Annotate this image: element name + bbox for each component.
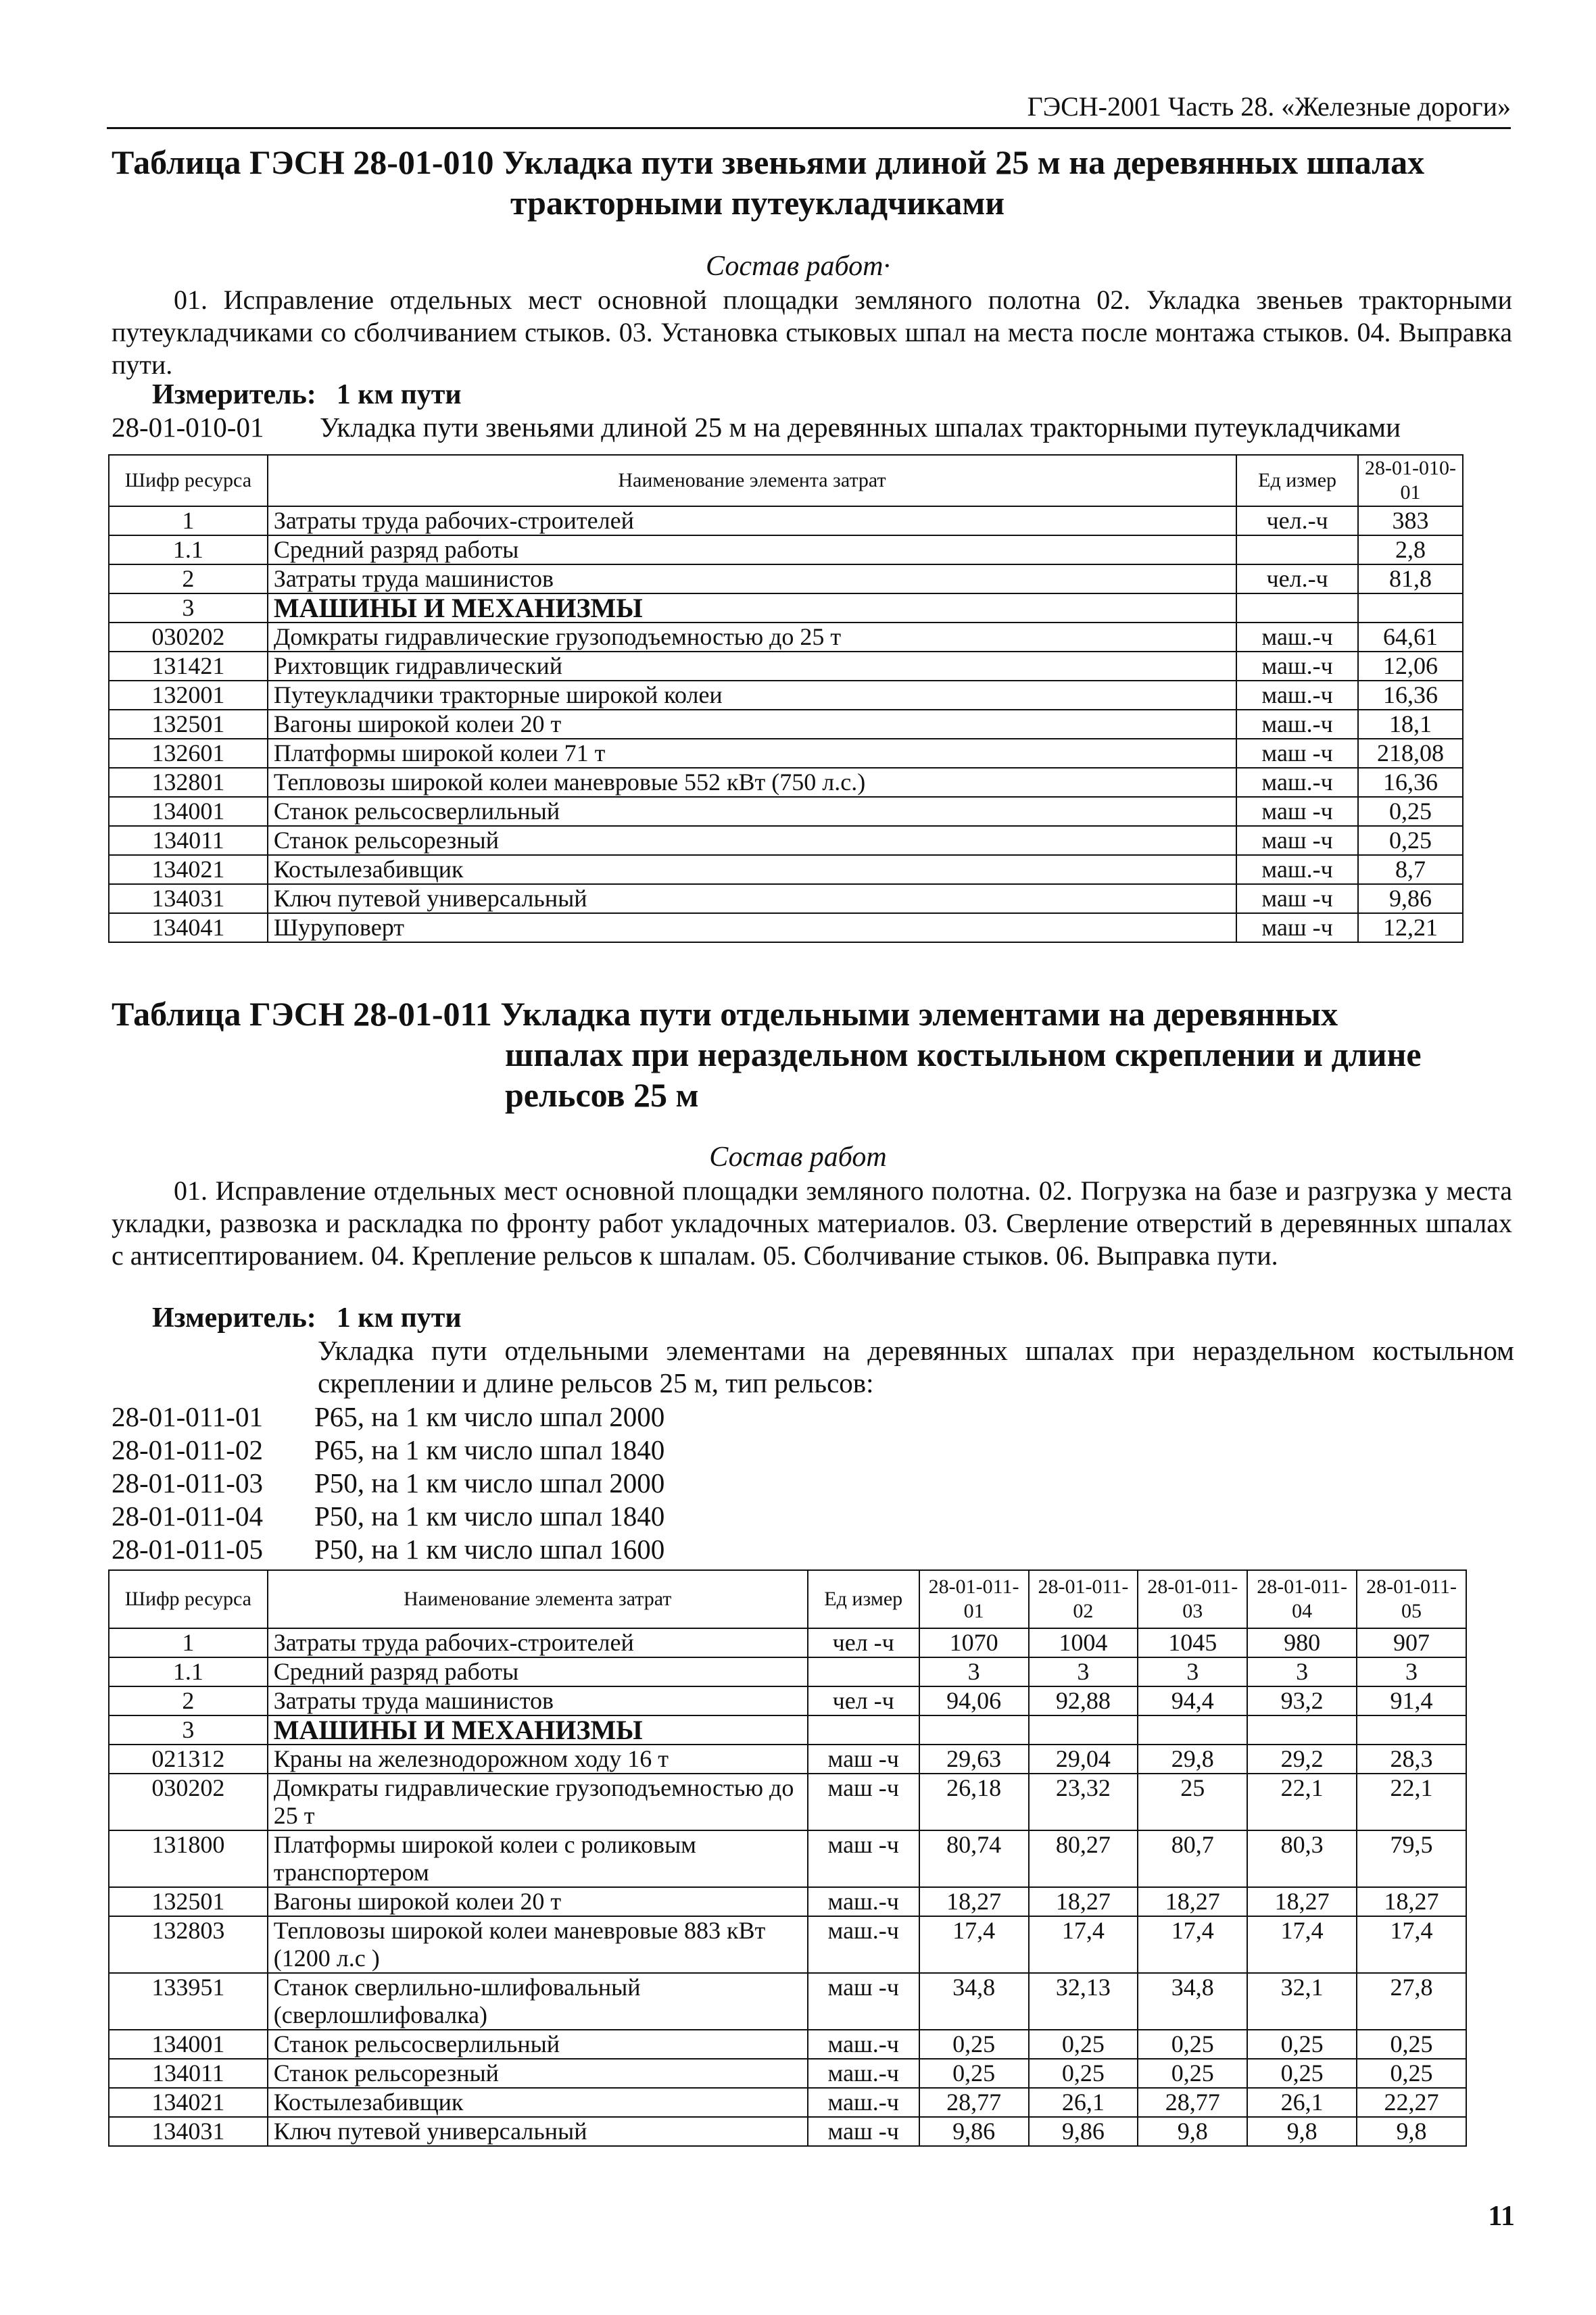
norm-value: 16,36 xyxy=(1358,768,1463,797)
table-row xyxy=(109,1973,1466,2030)
norm-value: 3 xyxy=(1138,1657,1247,1686)
norm-value: 3 xyxy=(1357,1657,1466,1686)
header-rule xyxy=(107,127,1511,129)
unit xyxy=(1236,535,1358,564)
norm-value: 81,8 xyxy=(1358,564,1463,593)
resource-code: 2 xyxy=(109,1686,268,1715)
table-row xyxy=(109,652,1463,681)
table2-title-line3: рельсов 25 м xyxy=(505,1076,699,1114)
col-unit: Ед измер xyxy=(808,1570,919,1628)
norm-value: 0,25 xyxy=(1357,2059,1466,2088)
norm-value: 17,4 xyxy=(1138,1916,1247,1973)
col-resource-code: Шифр ресурса xyxy=(109,1570,268,1628)
resource-code: 133951 xyxy=(109,1973,268,2030)
unit: маш -ч xyxy=(1236,913,1358,942)
norm-value: 29,04 xyxy=(1029,1745,1138,1774)
norm-value: 0,25 xyxy=(1358,797,1463,826)
norm-value: 94,06 xyxy=(919,1686,1029,1715)
cost-element-name: Станок рельсорезный xyxy=(268,826,1236,855)
table2-title xyxy=(112,994,1514,1115)
col-norm-value: 28-01-011-03 xyxy=(1138,1570,1247,1628)
unit: маш -ч xyxy=(1236,797,1358,826)
cost-element-name: Затраты труда машинистов xyxy=(268,1686,808,1715)
cost-element-name: Костылезабивщик xyxy=(268,2088,808,2117)
norm-value: 34,8 xyxy=(919,1973,1029,2030)
norm-value: 80,3 xyxy=(1247,1830,1357,1887)
norm-value: 0,25 xyxy=(1138,2030,1247,2059)
table2-variant-list xyxy=(112,1400,664,1566)
table-row xyxy=(109,1774,1466,1830)
col-norm-value: 28-01-011-01 xyxy=(919,1570,1029,1628)
resource-code: 134021 xyxy=(109,855,268,884)
norm-value: 17,4 xyxy=(1247,1916,1357,1973)
unit: маш.-ч xyxy=(808,1887,919,1916)
norm-value: 1070 xyxy=(919,1628,1029,1657)
norm-value: 16,36 xyxy=(1358,681,1463,710)
norm-value: 9,86 xyxy=(1029,2117,1138,2146)
cost-element-name: Тепловозы широкой колеи маневровые 552 кВт (750 л.с.) xyxy=(268,768,1236,797)
resource-code: 134011 xyxy=(109,2059,268,2088)
unit: чел.-ч xyxy=(1236,564,1358,593)
measure-label: Измеритель: xyxy=(152,379,316,410)
table-row xyxy=(109,1715,1466,1745)
table1 xyxy=(108,454,1464,943)
unit: маш.-ч xyxy=(1236,681,1358,710)
table1-work-description xyxy=(112,284,1512,381)
unit: маш -ч xyxy=(808,1745,919,1774)
measure-label: Измеритель: xyxy=(152,1302,316,1334)
norm-value: 383 xyxy=(1358,506,1463,535)
unit xyxy=(808,1715,919,1745)
norm-value: 18,27 xyxy=(1247,1887,1357,1916)
variant-item xyxy=(112,1500,664,1533)
norm-value: 907 xyxy=(1357,1628,1466,1657)
table-row xyxy=(109,623,1463,652)
unit: маш -ч xyxy=(808,1830,919,1887)
table2-title-line2: шпалах при нераздельном костыльном скреплении и длине xyxy=(505,1035,1422,1073)
norm-value: 22,1 xyxy=(1247,1774,1357,1830)
norm-value: 18,27 xyxy=(919,1887,1029,1916)
col-resource-code: Шифр ресурса xyxy=(109,455,268,506)
table1-title-line2: тракторными путеукладчиками xyxy=(510,184,1005,222)
table-row xyxy=(109,1745,1466,1774)
variant-item xyxy=(112,1467,664,1500)
table2-work-heading: Состав работ xyxy=(709,1142,887,1173)
table1-work-heading: Состав работ· xyxy=(706,251,890,282)
table1-title xyxy=(112,142,1511,223)
unit: маш.-ч xyxy=(808,2059,919,2088)
table-row xyxy=(109,681,1463,710)
norm-value: 0,25 xyxy=(1247,2059,1357,2088)
measure-value: 1 км пути xyxy=(336,1302,462,1334)
norm-value: 64,61 xyxy=(1358,623,1463,652)
unit xyxy=(1236,593,1358,623)
norm-value: 218,08 xyxy=(1358,739,1463,768)
norm-value: 9,8 xyxy=(1247,2117,1357,2146)
norm-value: 0,25 xyxy=(919,2030,1029,2059)
col-norm-value: 28-01-011-04 xyxy=(1247,1570,1357,1628)
table-row xyxy=(109,739,1463,768)
table2-variants-intro: Укладка пути отдельными элементами на деревянных шпалах при нераздельном костыльном скреплении и длине рельсов 25 м, тип рельсов: xyxy=(318,1335,1514,1398)
unit: маш -ч xyxy=(808,1973,919,2030)
norm-value: 28,77 xyxy=(1138,2088,1247,2117)
unit: маш.-ч xyxy=(808,1916,919,1973)
table-row xyxy=(109,1686,1466,1715)
norm-value: 3 xyxy=(919,1657,1029,1686)
norm-value: 29,2 xyxy=(1247,1745,1357,1774)
norm-value: 91,4 xyxy=(1357,1686,1466,1715)
unit: маш -ч xyxy=(808,1774,919,1830)
resource-code: 132801 xyxy=(109,768,268,797)
table-row xyxy=(109,768,1463,797)
resource-code: 3 xyxy=(109,1715,268,1745)
cost-element-name: Станок сверлильно-шлифовальный (сверлошлифовалка) xyxy=(268,1973,808,2030)
variant-code: 28-01-011-03 xyxy=(112,1467,263,1498)
norm-description: Укладка пути звеньями длиной 25 м на деревянных шпалах тракторными путеукладчиками xyxy=(320,412,1401,443)
norm-value: 2,8 xyxy=(1358,535,1463,564)
unit: чел.-ч xyxy=(1236,506,1358,535)
norm-value: 25 xyxy=(1138,1774,1247,1830)
norm-value: 27,8 xyxy=(1357,1973,1466,2030)
norm-value: 18,1 xyxy=(1358,710,1463,739)
unit: чел -ч xyxy=(808,1686,919,1715)
table-row xyxy=(109,593,1463,623)
resource-code: 134031 xyxy=(109,884,268,913)
cost-element-name: Ключ путевой универсальный xyxy=(268,884,1236,913)
unit: маш.-ч xyxy=(808,2088,919,2117)
variant-code: 28-01-011-01 xyxy=(112,1401,263,1432)
norm-value: 12,06 xyxy=(1358,652,1463,681)
norm-value: 18,27 xyxy=(1357,1887,1466,1916)
resource-code: 030202 xyxy=(109,623,268,652)
cost-element-name: Домкраты гидравлические грузоподъемностью до 25 т xyxy=(268,623,1236,652)
col-norm-value: 28-01-011-05 xyxy=(1357,1570,1466,1628)
unit: маш.-ч xyxy=(808,2030,919,2059)
resource-code: 021312 xyxy=(109,1745,268,1774)
unit: маш -ч xyxy=(1236,739,1358,768)
resource-code: 1.1 xyxy=(109,1657,268,1686)
variant-code: 28-01-011-05 xyxy=(112,1534,263,1565)
norm-value: 80,27 xyxy=(1029,1830,1138,1887)
norm-value xyxy=(1358,593,1463,623)
col-norm-value: 28-01-011-02 xyxy=(1029,1570,1138,1628)
resource-code: 134011 xyxy=(109,826,268,855)
norm-value: 0,25 xyxy=(919,2059,1029,2088)
table-row xyxy=(109,710,1463,739)
norm-value: 29,8 xyxy=(1138,1745,1247,1774)
unit: маш.-ч xyxy=(1236,768,1358,797)
table-row xyxy=(109,884,1463,913)
cost-element-name: Краны на железнодорожном ходу 16 т xyxy=(268,1745,808,1774)
table-row xyxy=(109,826,1463,855)
resource-code: 134031 xyxy=(109,2117,268,2146)
norm-value: 28,3 xyxy=(1357,1745,1466,1774)
norm-value: 0,25 xyxy=(1247,2030,1357,2059)
norm-value: 1045 xyxy=(1138,1628,1247,1657)
cost-element-name: Затраты труда машинистов xyxy=(268,564,1236,593)
cost-element-name: Рихтовщик гидравлический xyxy=(268,652,1236,681)
resource-code: 132501 xyxy=(109,710,268,739)
norm-value: 0,25 xyxy=(1357,2030,1466,2059)
norm-value: 12,21 xyxy=(1358,913,1463,942)
norm-value xyxy=(1357,1715,1466,1745)
resource-code: 134041 xyxy=(109,913,268,942)
unit: маш.-ч xyxy=(1236,710,1358,739)
norm-value: 80,7 xyxy=(1138,1830,1247,1887)
table-row xyxy=(109,2030,1466,2059)
resource-code: 132501 xyxy=(109,1887,268,1916)
cost-element-name: Вагоны широкой колеи 20 т xyxy=(268,710,1236,739)
norm-value: 32,1 xyxy=(1247,1973,1357,2030)
page-number: 11 xyxy=(1488,2201,1515,2232)
norm-value: 9,8 xyxy=(1138,2117,1247,2146)
cost-element-name: Средний разряд работы xyxy=(268,535,1236,564)
table1-work-text: 01. Исправление отдельных мест основной площадки земляного полотна 02. Укладка звеньев тракторными путеукладчиками со сболчиванием стыков. 03. Установка стыковых шпал на места после монтажа стыков. 04. Выправка пути. xyxy=(112,285,1512,380)
norm-value: 26,18 xyxy=(919,1774,1029,1830)
resource-code: 2 xyxy=(109,564,268,593)
cost-element-name: МАШИНЫ И МЕХАНИЗМЫ xyxy=(268,593,1236,623)
table-row xyxy=(109,2117,1466,2146)
norm-value xyxy=(919,1715,1029,1745)
cost-element-name: Платформы широкой колеи 71 т xyxy=(268,739,1236,768)
table-row xyxy=(109,913,1463,942)
norm-value: 23,32 xyxy=(1029,1774,1138,1830)
variant-item xyxy=(112,1400,664,1434)
norm-value: 8,7 xyxy=(1358,855,1463,884)
norm-value: 0,25 xyxy=(1029,2059,1138,2088)
unit: маш.-ч xyxy=(1236,652,1358,681)
unit: маш -ч xyxy=(808,2117,919,2146)
cost-element-name: Платформы широкой колеи с роликовым транспортером xyxy=(268,1830,808,1887)
resource-code: 3 xyxy=(109,593,268,623)
col-cost-element: Наименование элемента затрат xyxy=(268,455,1236,506)
norm-value: 29,63 xyxy=(919,1745,1029,1774)
resource-code: 134021 xyxy=(109,2088,268,2117)
norm-value: 26,1 xyxy=(1247,2088,1357,2117)
variant-code: 28-01-011-02 xyxy=(112,1434,263,1465)
resource-code: 134001 xyxy=(109,2030,268,2059)
table-row xyxy=(109,1628,1466,1657)
table-row xyxy=(109,1657,1466,1686)
cost-element-name: Ключ путевой универсальный xyxy=(268,2117,808,2146)
variant-description: Р65, на 1 км число шпал 2000 xyxy=(314,1401,665,1432)
table1-measure xyxy=(152,379,462,411)
variant-description: Р65, на 1 км число шпал 1840 xyxy=(314,1434,665,1465)
variant-code: 28-01-011-04 xyxy=(112,1501,263,1532)
table-row xyxy=(109,506,1463,535)
resource-code: 132001 xyxy=(109,681,268,710)
norm-value: 28,77 xyxy=(919,2088,1029,2117)
norm-value: 93,2 xyxy=(1247,1686,1357,1715)
norm-value: 18,27 xyxy=(1138,1887,1247,1916)
norm-code: 28-01-010-01 xyxy=(112,412,264,443)
cost-element-name: Вагоны широкой колеи 20 т xyxy=(268,1887,808,1916)
norm-value: 32,13 xyxy=(1029,1973,1138,2030)
table2-work-text: 01. Исправление отдельных мест основной площадки земляного полотна. 02. Погрузка на базе и разгрузка у места укладки, развозка и раскладка по фронту работ укладочных материалов. 03. Сверление отверстий в деревянных шпалах с антисептированием. 04. Крепление рельсов к шпалам. 05. Сболчивание стыков. 06. Выправка пути. xyxy=(112,1175,1512,1271)
unit: маш.-ч xyxy=(1236,623,1358,652)
norm-value: 3 xyxy=(1029,1657,1138,1686)
norm-value: 26,1 xyxy=(1029,2088,1138,2117)
table2 xyxy=(108,1569,1467,2147)
table2-title-line1: Таблица ГЭСН 28-01-011 Укладка пути отдельными элементами на деревянных xyxy=(112,995,1338,1033)
cost-element-name: Шуруповерт xyxy=(268,913,1236,942)
table-row xyxy=(109,564,1463,593)
table-row xyxy=(109,1887,1466,1916)
table2-measure xyxy=(152,1302,462,1334)
norm-value: 17,4 xyxy=(1029,1916,1138,1973)
cost-element-name: МАШИНЫ И МЕХАНИЗМЫ xyxy=(268,1715,808,1745)
table-row xyxy=(109,1916,1466,1973)
norm-value: 0,25 xyxy=(1358,826,1463,855)
resource-code: 1 xyxy=(109,1628,268,1657)
norm-value: 94,4 xyxy=(1138,1686,1247,1715)
resource-code: 030202 xyxy=(109,1774,268,1830)
norm-value: 0,25 xyxy=(1029,2030,1138,2059)
table2-work-description xyxy=(112,1175,1512,1272)
variant-description: Р50, на 1 км число шпал 2000 xyxy=(314,1467,665,1498)
norm-value: 9,86 xyxy=(919,2117,1029,2146)
variant-item xyxy=(112,1533,664,1566)
cost-element-name: Затраты труда рабочих-строителей xyxy=(268,506,1236,535)
norm-value: 9,86 xyxy=(1358,884,1463,913)
norm-value: 17,4 xyxy=(1357,1916,1466,1973)
table-row xyxy=(109,797,1463,826)
norm-value: 92,88 xyxy=(1029,1686,1138,1715)
unit: чел -ч xyxy=(808,1628,919,1657)
norm-value: 79,5 xyxy=(1357,1830,1466,1887)
cost-element-name: Костылезабивщик xyxy=(268,855,1236,884)
col-unit: Ед измер xyxy=(1236,455,1358,506)
col-cost-element: Наименование элемента затрат xyxy=(268,1570,808,1628)
cost-element-name: Затраты труда рабочих-строителей xyxy=(268,1628,808,1657)
measure-value: 1 км пути xyxy=(336,379,462,410)
table1-code-line xyxy=(112,411,1512,443)
cost-element-name: Тепловозы широкой колеи маневровые 883 кВт (1200 л.с ) xyxy=(268,1916,808,1973)
norm-value: 0,25 xyxy=(1138,2059,1247,2088)
variant-description: Р50, на 1 км число шпал 1600 xyxy=(314,1534,665,1565)
norm-value: 9,8 xyxy=(1357,2117,1466,2146)
unit: маш -ч xyxy=(1236,826,1358,855)
table-row xyxy=(109,2088,1466,2117)
table-row xyxy=(109,535,1463,564)
variant-item xyxy=(112,1434,664,1467)
cost-element-name: Путеукладчики тракторные широкой колеи xyxy=(268,681,1236,710)
norm-value xyxy=(1029,1715,1138,1745)
unit xyxy=(808,1657,919,1686)
table1-title-line1: Таблица ГЭСН 28-01-010 Укладка пути звеньями длиной 25 м на деревянных шпалах xyxy=(112,143,1425,181)
resource-code: 132803 xyxy=(109,1916,268,1973)
table-row xyxy=(109,855,1463,884)
table-row xyxy=(109,1830,1466,1887)
norm-value: 3 xyxy=(1247,1657,1357,1686)
norm-value: 80,74 xyxy=(919,1830,1029,1887)
resource-code: 131421 xyxy=(109,652,268,681)
cost-element-name: Станок рельсорезный xyxy=(268,2059,808,2088)
norm-value xyxy=(1138,1715,1247,1745)
unit: маш -ч xyxy=(1236,884,1358,913)
table-row xyxy=(109,2059,1466,2088)
cost-element-name: Домкраты гидравлические грузоподъемностью до 25 т xyxy=(268,1774,808,1830)
resource-code: 132601 xyxy=(109,739,268,768)
cost-element-name: Станок рельсосверлильный xyxy=(268,2030,808,2059)
norm-value: 18,27 xyxy=(1029,1887,1138,1916)
resource-code: 131800 xyxy=(109,1830,268,1887)
norm-value xyxy=(1247,1715,1357,1745)
running-header: ГЭСН-2001 Часть 28. «Железные дороги» xyxy=(1027,91,1511,122)
resource-code: 1.1 xyxy=(109,535,268,564)
col-norm-value: 28-01-010-01 xyxy=(1358,455,1463,506)
norm-value: 1004 xyxy=(1029,1628,1138,1657)
norm-value: 22,1 xyxy=(1357,1774,1466,1830)
resource-code: 1 xyxy=(109,506,268,535)
norm-value: 22,27 xyxy=(1357,2088,1466,2117)
cost-element-name: Станок рельсосверлильный xyxy=(268,797,1236,826)
cost-element-name: Средний разряд работы xyxy=(268,1657,808,1686)
unit: маш.-ч xyxy=(1236,855,1358,884)
resource-code: 134001 xyxy=(109,797,268,826)
norm-value: 980 xyxy=(1247,1628,1357,1657)
norm-value: 34,8 xyxy=(1138,1973,1247,2030)
variant-description: Р50, на 1 км число шпал 1840 xyxy=(314,1501,665,1532)
norm-value: 17,4 xyxy=(919,1916,1029,1973)
